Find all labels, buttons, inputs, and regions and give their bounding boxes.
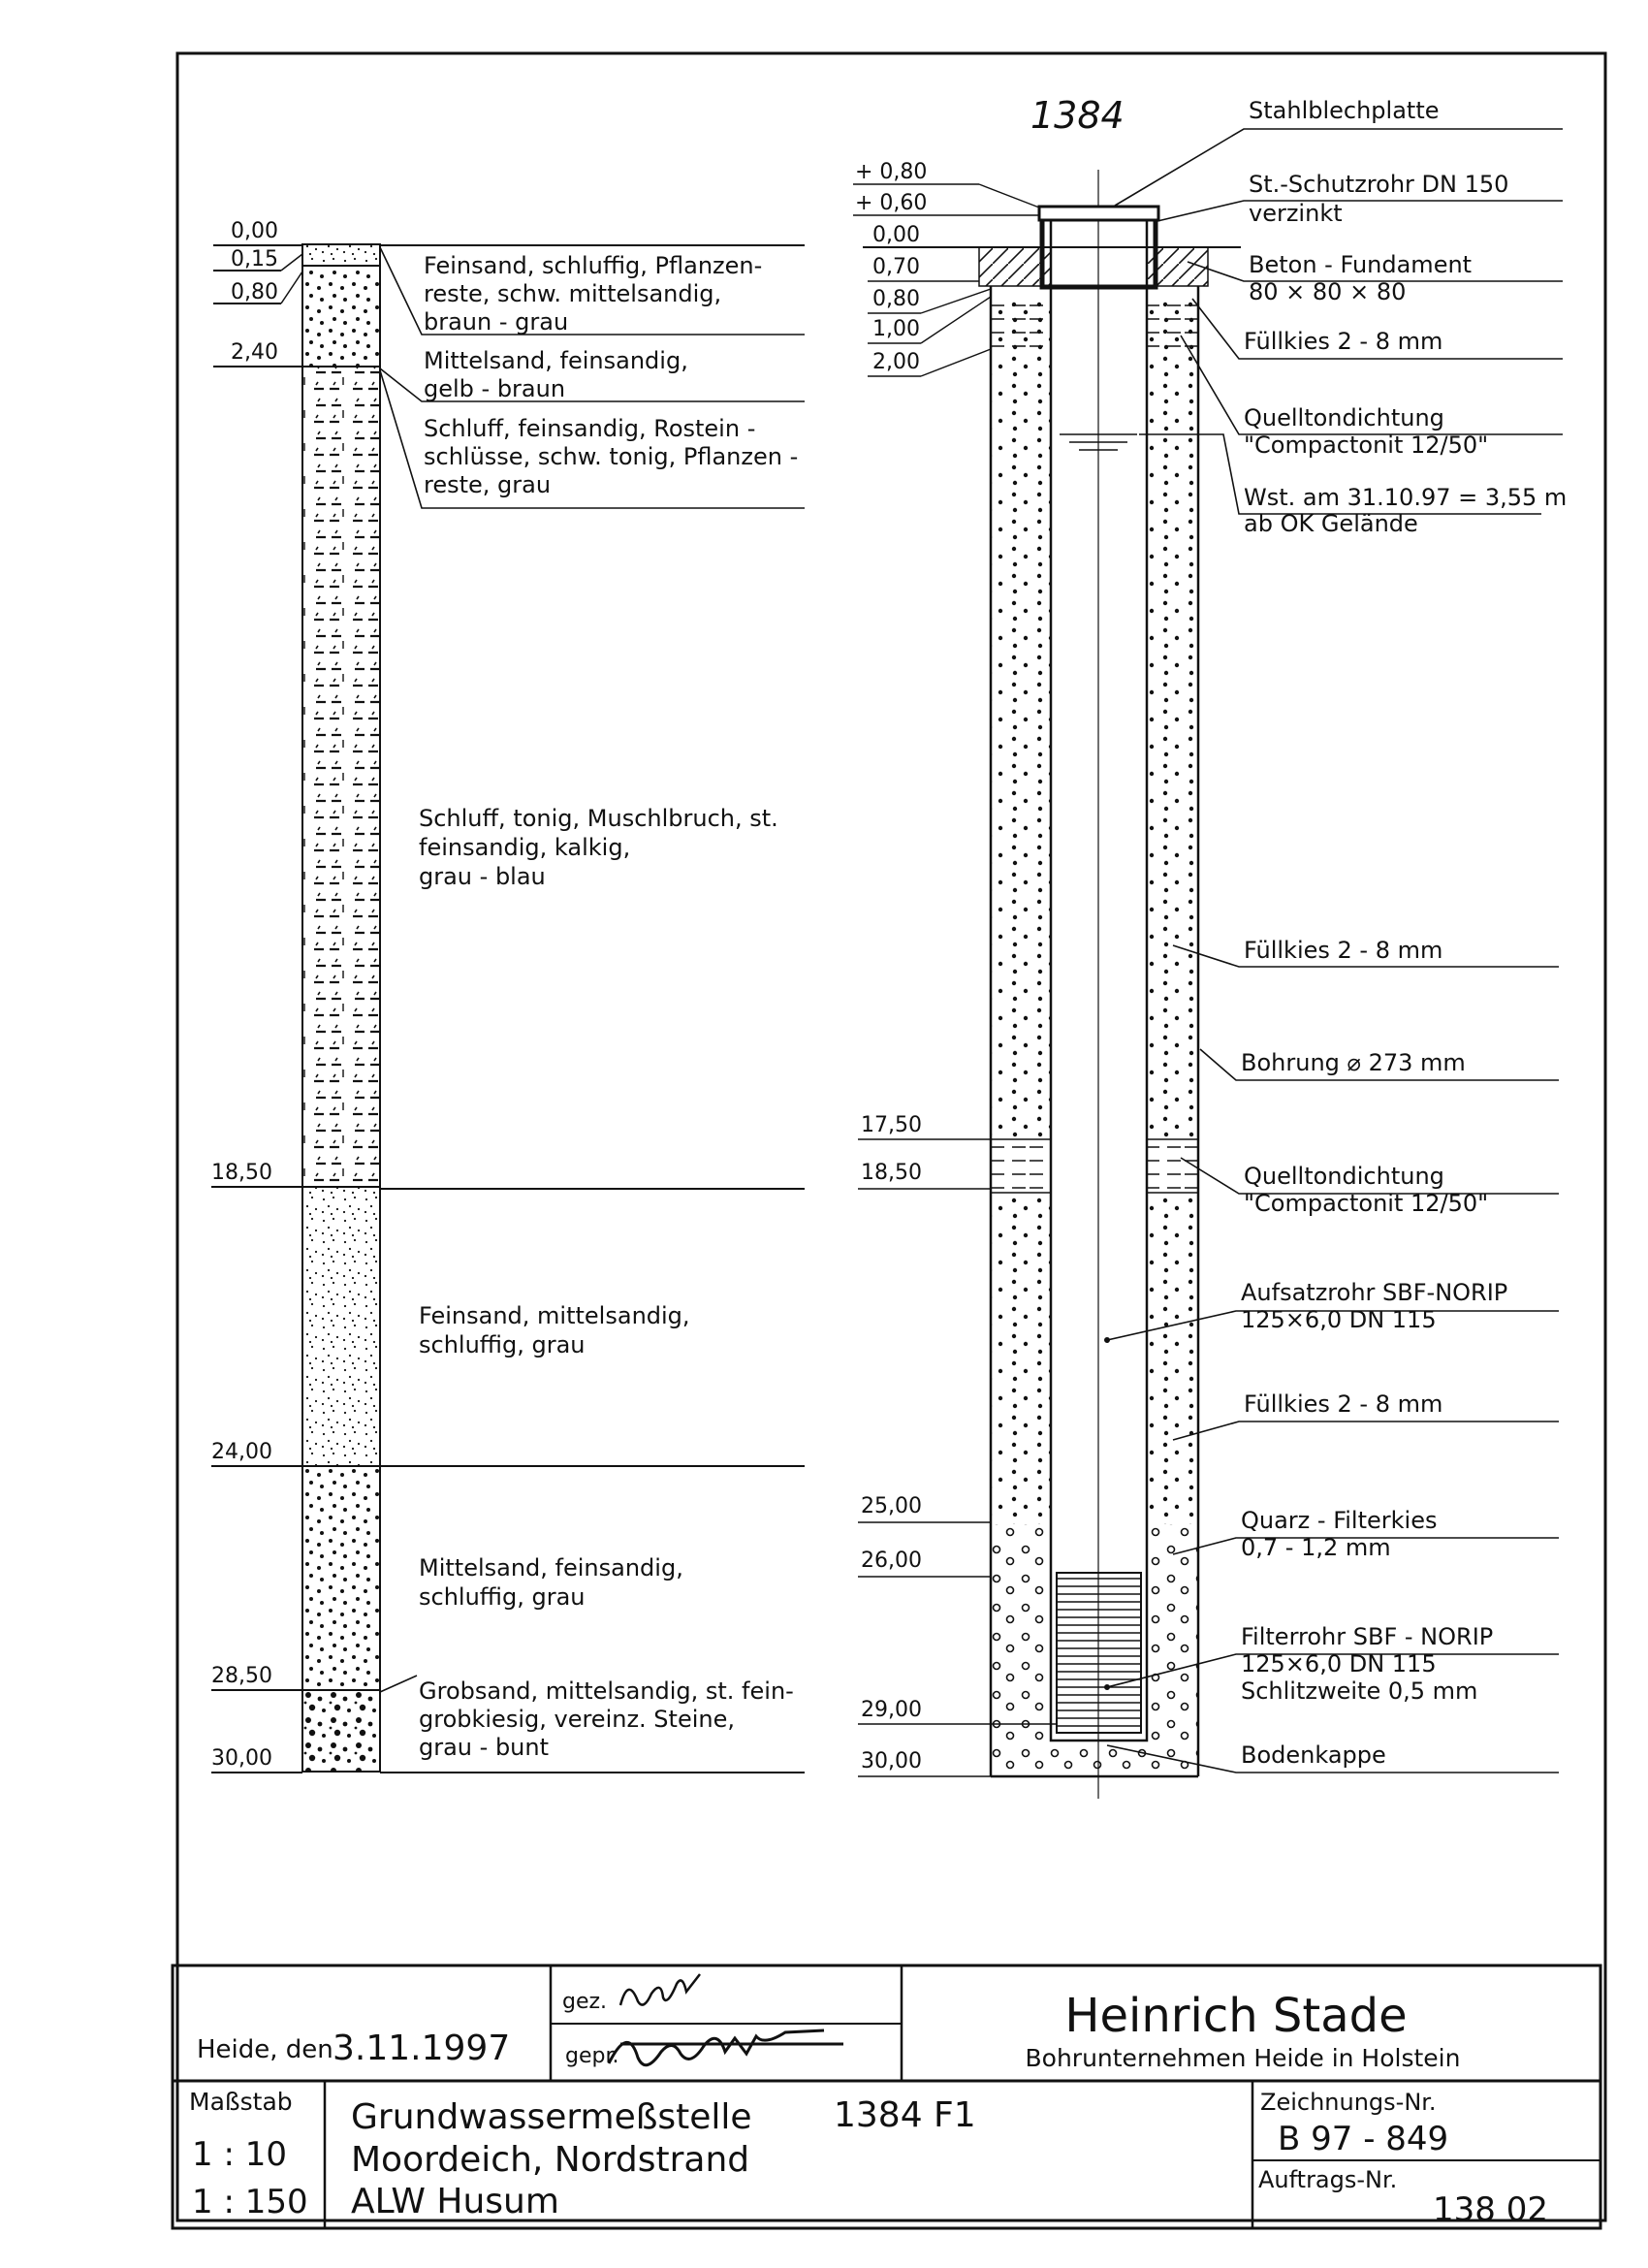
title-block	[173, 1965, 1600, 2229]
layer-desc-5	[419, 1554, 690, 1611]
annotation-11-line-0: Quarz - Filterkies	[1241, 1507, 1438, 1534]
left-depth-4: 18,50	[211, 1161, 272, 1185]
right-depth-11: 29,00	[861, 1698, 922, 1722]
left-depth-3: 2,40	[231, 340, 278, 365]
well-id: 1384 F1	[834, 2095, 976, 2135]
annotation-12-line-0: Filterrohr SBF - NORIP	[1241, 1623, 1494, 1650]
annotation-0	[1249, 97, 1440, 124]
annotation-4	[1244, 404, 1488, 459]
layer-3	[302, 1187, 380, 1466]
layer-desc-4-line-0: Feinsand, mittelsandig,	[419, 1302, 690, 1329]
annotation-7-line-0: Bohrung ⌀ 273 mm	[1241, 1049, 1466, 1076]
layer-desc-5-line-0: Mittelsand, feinsandig,	[419, 1554, 683, 1581]
annotation-2-line-0: Beton - Fundament	[1249, 251, 1473, 278]
layer-desc-0-line-1: reste, schw. mittelsandig,	[424, 280, 722, 307]
annotation-12	[1241, 1623, 1501, 1705]
checked-signature	[609, 2030, 843, 2065]
annotation-2	[1249, 251, 1479, 305]
annotation-5-line-1: ab OK Gelände	[1244, 510, 1418, 537]
annulus-right-fill	[1147, 349, 1198, 1139]
filter-gravel-left	[991, 1524, 1051, 1776]
right-depth-leader-6	[921, 349, 991, 376]
annotation-8-line-0: Quelltondichtung	[1244, 1163, 1444, 1190]
annotation-12-line-2: Schlitzweite 0,5 mm	[1241, 1677, 1478, 1705]
annotation-11	[1241, 1507, 1444, 1561]
annotation-4-line-1: "Compactonit 12/50"	[1244, 431, 1489, 459]
layer-desc-3-line-1: feinsandig, kalkig,	[419, 834, 631, 861]
layer-1	[302, 266, 380, 367]
right-depth-leader-0	[979, 184, 1039, 208]
company-name: Heinrich Stade	[1064, 1989, 1408, 2043]
well-number-handwritten: 1384	[1030, 94, 1125, 137]
layer-desc-2-line-0: Schluff, feinsandig, Rostein -	[424, 415, 756, 442]
scale-1: 1 : 10	[192, 2135, 287, 2174]
fill-lower-left	[991, 1193, 1051, 1524]
layer-desc-6-line-2: grau - bunt	[419, 1734, 550, 1761]
annotation-3-line-0: Füllkies 2 - 8 mm	[1244, 328, 1443, 355]
layer-4	[302, 1466, 380, 1690]
layer-desc-2-line-2: reste, grau	[424, 471, 552, 498]
layer-desc-6	[419, 1677, 801, 1761]
right-depth-8: 18,50	[861, 1161, 922, 1185]
steel-plate	[1039, 207, 1158, 220]
layer-desc-0	[424, 252, 770, 335]
clay-seal-mid-left	[991, 1139, 1051, 1193]
layer-desc-line-6	[380, 1676, 417, 1692]
annotation-6-line-0: Füllkies 2 - 8 mm	[1244, 937, 1443, 964]
layer-desc-5-line-1: schluffig, grau	[419, 1583, 586, 1611]
annotation-9-line-0: Aufsatzrohr SBF-NORIP	[1241, 1279, 1508, 1306]
right-depth-2: 0,00	[872, 223, 920, 247]
layer-2	[302, 367, 380, 1187]
layer-desc-0-line-2: braun - grau	[424, 308, 569, 335]
order-no-label: Auftrags-Nr.	[1258, 2166, 1398, 2193]
right-depth-leader-4	[921, 289, 991, 313]
left-depth-leader-2	[281, 272, 302, 303]
annotation-2-line-1: 80 × 80 × 80	[1249, 278, 1407, 305]
scale-label: Maßstab	[189, 2088, 293, 2116]
place-date-prefix: Heide, den	[197, 2035, 333, 2064]
annotation-12-line-1: 125×6,0 DN 115	[1241, 1650, 1437, 1677]
annotation-1	[1249, 171, 1516, 227]
right-depth-9: 25,00	[861, 1494, 922, 1518]
layer-desc-1-line-1: gelb - braun	[424, 375, 566, 402]
right-depth-7: 17,50	[861, 1113, 922, 1137]
layer-desc-4-line-1: schluffig, grau	[419, 1331, 586, 1358]
annotation-8	[1244, 1163, 1488, 1217]
right-depth-0: + 0,80	[855, 160, 928, 184]
annotation-12-dot	[1104, 1684, 1110, 1690]
filter-gravel-right	[1147, 1524, 1198, 1776]
left-depth-2: 0,80	[231, 280, 278, 304]
annulus-left-fill	[991, 349, 1051, 1139]
layer-desc-3-line-2: grau - blau	[419, 863, 546, 890]
layer-desc-6-line-0: Grobsand, mittelsandig, st. fein-	[419, 1677, 794, 1705]
scale-2: 1 : 150	[192, 2183, 308, 2221]
right-depth-6: 2,00	[872, 350, 920, 374]
annotation-10-leader	[1173, 1421, 1559, 1440]
right-depth-1: + 0,60	[855, 191, 928, 215]
right-depth-3: 0,70	[872, 255, 920, 279]
right-depth-10: 26,00	[861, 1549, 922, 1573]
drawn-signature	[620, 1974, 700, 2005]
annotation-3	[1244, 328, 1442, 355]
order-no: 138 02	[1433, 2190, 1548, 2229]
annotation-8-line-1: "Compactonit 12/50"	[1244, 1190, 1489, 1217]
clay-seal-top-left	[991, 296, 1051, 349]
annotation-1-line-1: verzinkt	[1249, 200, 1343, 227]
left-depth-0: 0,00	[231, 219, 278, 243]
drawing-no: B 97 - 849	[1278, 2120, 1449, 2158]
title-line-1: Grundwassermeßstelle	[351, 2097, 752, 2137]
drawn-label: gez.	[562, 1990, 608, 2014]
right-depth-4: 0,80	[872, 287, 920, 311]
left-log	[302, 244, 380, 1772]
layer-desc-2	[424, 415, 806, 498]
layer-desc-6-line-1: grobkiesig, vereinz. Steine,	[419, 1706, 735, 1733]
company-subtitle: Bohrunternehmen Heide in Holstein	[1025, 2044, 1461, 2072]
left-depth-5: 24,00	[211, 1440, 272, 1464]
layer-desc-4	[419, 1302, 697, 1358]
annotation-9-line-1: 125×6,0 DN 115	[1241, 1306, 1437, 1333]
annotation-5	[1244, 484, 1574, 537]
clay-seal-mid-right	[1147, 1139, 1198, 1193]
annotation-0-line-0: Stahlblechplatte	[1249, 97, 1440, 124]
left-depth-labels	[211, 219, 302, 1773]
left-depth-1: 0,15	[231, 247, 278, 272]
annotation-1-line-0: St.-Schutzrohr DN 150	[1249, 171, 1509, 198]
annotation-10	[1244, 1390, 1442, 1418]
fill-lower-right	[1147, 1193, 1198, 1524]
layer-desc-2-line-1: schlüsse, schw. tonig, Pflanzen -	[424, 443, 799, 470]
annotation-13	[1241, 1741, 1386, 1769]
annotation-7	[1241, 1049, 1466, 1076]
title-line-3: ALW Husum	[351, 2182, 559, 2221]
annotation-11-line-1: 0,7 - 1,2 mm	[1241, 1534, 1391, 1561]
right-depth-5: 1,00	[872, 317, 920, 341]
layer-desc-1	[424, 347, 695, 402]
drawing-date: 3.11.1997	[333, 2028, 511, 2068]
left-depth-leader-1	[281, 254, 302, 271]
annotation-5-line-0: Wst. am 31.10.97 = 3,55 m	[1244, 484, 1568, 511]
drawing-no-label: Zeichnungs-Nr.	[1260, 2089, 1437, 2116]
left-layer-descriptions	[380, 245, 806, 1773]
annotation-9	[1241, 1279, 1515, 1333]
annotation-13-line-0: Bodenkappe	[1241, 1741, 1386, 1769]
right-depth-leader-5	[921, 297, 991, 343]
annotation-9-dot	[1104, 1337, 1110, 1343]
annotation-10-line-0: Füllkies 2 - 8 mm	[1244, 1390, 1443, 1418]
layer-desc-3-line-0: Schluff, tonig, Muschlbruch, st.	[419, 805, 778, 832]
left-depth-7: 30,00	[211, 1746, 272, 1771]
clay-seal-top-right	[1147, 296, 1198, 349]
layer-desc-1-line-0: Mittelsand, feinsandig,	[424, 347, 688, 374]
layer-desc-3	[419, 805, 785, 890]
layer-0	[302, 244, 380, 266]
title-line-2: Moordeich, Nordstrand	[351, 2140, 750, 2180]
annotation-4-line-0: Quelltondichtung	[1244, 404, 1444, 431]
annotation-6	[1244, 937, 1442, 964]
checked-label: gepr.	[565, 2044, 619, 2068]
annotation-1-leader	[1157, 201, 1563, 221]
layer-5	[302, 1690, 380, 1772]
left-depth-6: 28,50	[211, 1664, 272, 1688]
right-depth-12: 30,00	[861, 1749, 922, 1773]
layer-desc-0-line-0: Feinsand, schluffig, Pflanzen-	[424, 252, 763, 279]
